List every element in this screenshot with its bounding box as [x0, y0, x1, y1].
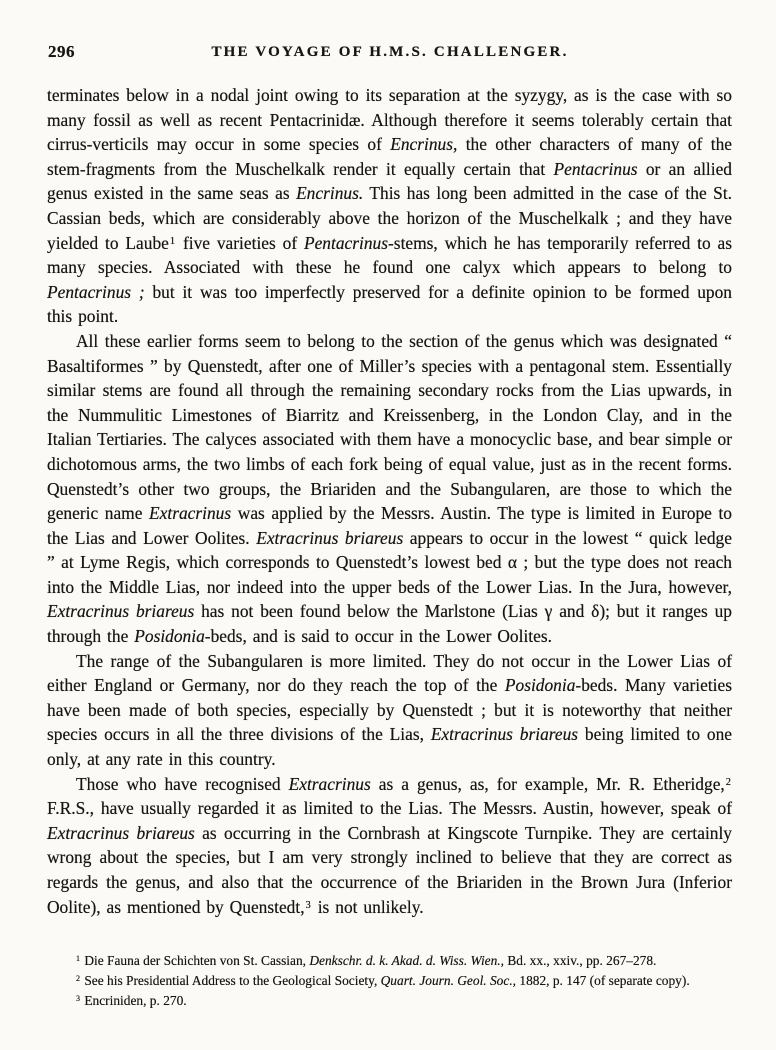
text-run: See his Presidential Address to the Geological Society, — [81, 973, 381, 988]
text-run: has not been found below the Marlstone (Lias γ and δ); but it ranges up through the — [47, 601, 732, 647]
footnote-marker: 2 — [76, 974, 81, 984]
text-run: appears to occur in the lowest “ quick ledge ” at Lyme Regis, which corresponds to Quenstedt’s lowest bed α ; but the type does not reach into the Middle Lias, nor indeed into the upper beds of the Lower Lias. In the Jura, however, — [47, 527, 732, 597]
page-number: 296 — [48, 42, 75, 61]
footnote-marker: 1 — [169, 235, 176, 247]
text-run: as a genus, as, for example, Mr. R. Etheridge, — [370, 773, 725, 794]
footnotes — [47, 951, 747, 1011]
footnote — [47, 991, 747, 1011]
text-run: -beds, and is said to occur in the Lower Oolites. — [204, 626, 552, 647]
text-run: Those who have recognised — [76, 773, 289, 794]
italic-text: Pentacrinus — [553, 158, 638, 179]
paragraph — [47, 329, 732, 649]
text-run: or an allied genus existed in the same seas as — [47, 158, 733, 204]
italic-text: Extracrinus briareus — [47, 822, 195, 843]
italic-text: Posidonia — [134, 626, 205, 647]
footnote-marker: 3 — [76, 994, 81, 1004]
text-run: All these earlier forms seem to belong to the section of the genus which was designated “ Basaltiformes ” by Quenstedt, after one of Miller’s species with a pentagonal stem. Essentially similar stems are found all through the remaining secondary rocks from the Lias upwards, in the Nummulitic Limestones of Biarritz and Kreissenberg, in the London Clay, and in the Italian Tertiaries. The calyces associated with them have a monocyclic base, and bear simple or dichotomous arms, the two limbs of each fork being of equal value, just as in the recent forms. Quenstedt’s other two groups, the Briariden and the Subangularen, are those to which the generic name — [47, 330, 732, 524]
paragraph — [47, 83, 732, 329]
footnote-marker: 2 — [725, 776, 731, 788]
italic-text: Extracrinus briareus — [256, 527, 404, 548]
text-run: is not unlikely. — [311, 896, 424, 917]
footnote — [47, 971, 747, 991]
italic-text: Denkschr. d. k. Akad. d. Wiss. Wien., — [309, 953, 505, 968]
italic-text: Pentacrinus ; — [47, 281, 145, 302]
italic-text: Pentacrinus — [303, 232, 389, 253]
text-run: terminates below in a nodal joint owing to its separation at the syzygy, as is the case with so many fossil as well as recent Pentacrinidæ. Although therefore it seems tolerably certain that cirrus-verticils may occur in some species of — [47, 85, 732, 155]
text-run: -beds. Many varieties have been made of both species, especially by Quenstedt ; but it is noteworthy that neither species occurs in all the three divisions of the Lias, — [47, 675, 732, 745]
text-run: -stems, which he has temporarily referred to as many species. Associated with these he found one calyx which appears to belong to — [47, 232, 733, 278]
italic-text: Extracrinus — [288, 773, 371, 794]
text-run: Encriniden, p. 270. — [81, 993, 187, 1008]
text-run: This has long been admitted in the case of the St. Cassian beds, which are considerably above the horizon of the Muschelkalk ; and they have yielded to Laube — [47, 183, 732, 253]
italic-text: Quart. Journ. Geol. Soc., — [380, 973, 517, 988]
text-run: F.R.S., have usually regarded it as limited to the Lias. The Messrs. Austin, however, speak of — [47, 798, 732, 819]
text-run: five varieties of — [176, 232, 304, 253]
text-run: was applied by the Messrs. Austin. The type is limited in Europe to the Lias and Lower Oolites. — [47, 503, 732, 548]
footnote-marker: 3 — [305, 899, 311, 911]
paragraph — [47, 649, 732, 772]
text-run: Die Fauna der Schichten von St. Cassian, — [81, 953, 310, 968]
paragraph — [47, 772, 732, 920]
text-run: but it was too imperfectly preserved for a definite opinion to be formed upon this point. — [47, 281, 732, 327]
body-text — [47, 83, 732, 919]
text-run: the other characters of many of the stem-fragments from the Muschelkalk render it equally certain that — [47, 134, 732, 179]
italic-text: Encrinus. — [296, 183, 364, 204]
text-run: The range of the Subangularen is more limited. They do not occur in the Lower Lias of either England or Germany, nor do they reach the top of the — [47, 650, 732, 696]
text-run: Bd. xx., xxiv., pp. 267–278. — [504, 953, 657, 968]
italic-text: Encrinus, — [390, 134, 458, 155]
italic-text: Extracrinus — [149, 503, 232, 524]
italic-text: Posidonia — [504, 675, 576, 696]
text-run: 1882, p. 147 (of separate copy). — [516, 973, 690, 988]
page-header — [48, 42, 732, 64]
text-run: as occurring in the Cornbrash at Kingscote Turnpike. They are certainly wrong about the species, but I am very strongly inclined to believe that they are correct as regards the genus, and also that the occurrence of the Briariden in the Brown Jura (Inferior Oolite), as mentioned by Quenstedt, — [47, 822, 733, 917]
footnote — [47, 951, 747, 971]
footnote-marker: 1 — [76, 954, 81, 964]
text-run: being limited to one only, at any rate in this country. — [47, 724, 733, 770]
italic-text: Extracrinus briareus — [430, 724, 579, 745]
running-title: THE VOYAGE OF H.M.S. CHALLENGER. — [211, 44, 569, 60]
italic-text: Extracrinus briareus — [47, 601, 195, 622]
